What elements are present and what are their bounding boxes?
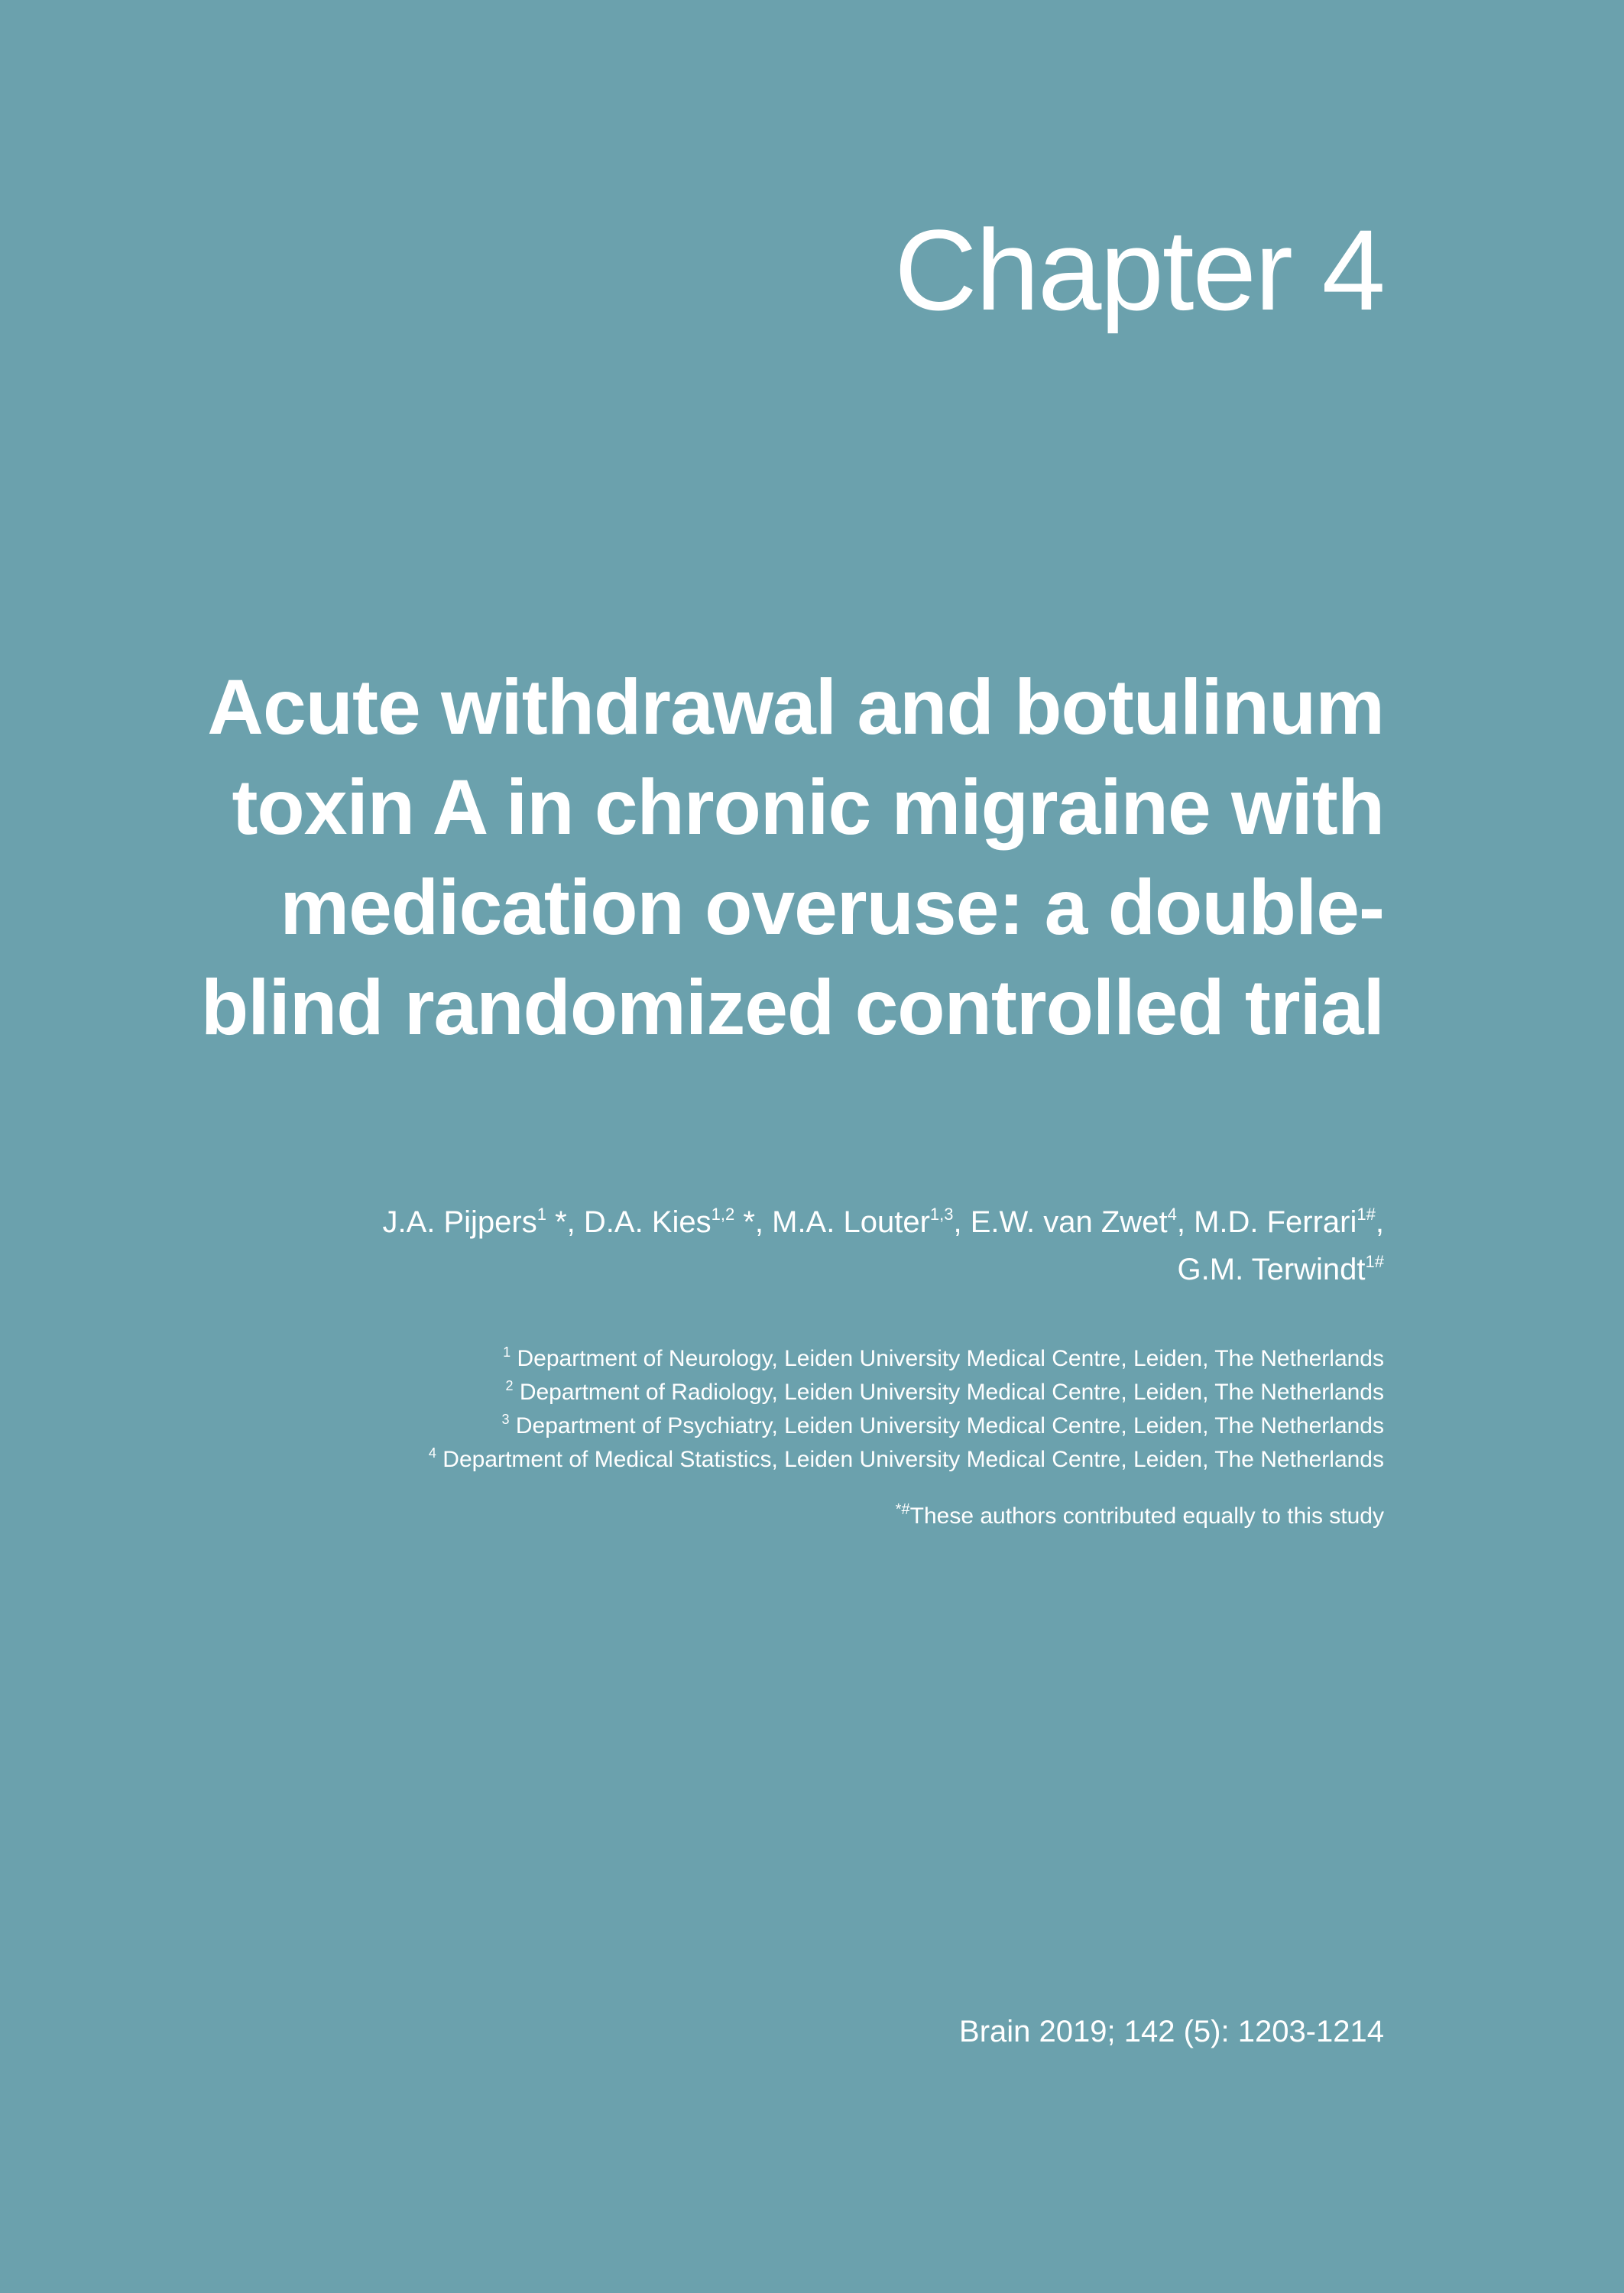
author-name: M.D. Ferrari xyxy=(1194,1205,1357,1239)
affiliation-item xyxy=(85,1443,1384,1477)
author-affiliation-mark: 1,2 xyxy=(711,1205,735,1224)
affiliation-number: 2 xyxy=(505,1378,514,1393)
author-affiliation-mark: 1 xyxy=(536,1205,546,1224)
author-affiliation-mark: 1# xyxy=(1365,1252,1384,1271)
author-name: M.A. Louter xyxy=(772,1205,930,1239)
affiliation-text: Department of Radiology, Leiden University Medical Centre, Leiden, The Netherlands xyxy=(519,1380,1384,1405)
article-title-line: medication overuse: a double- xyxy=(280,864,1384,951)
author-name: J.A. Pijpers xyxy=(382,1205,537,1239)
author-line xyxy=(85,1246,1384,1293)
author-separator: , xyxy=(953,1205,971,1239)
article-title-line: blind randomized controlled trial xyxy=(200,964,1384,1051)
author-separator: *, xyxy=(546,1205,584,1239)
author-separator: , xyxy=(1176,1205,1194,1239)
affiliation-item xyxy=(85,1376,1384,1409)
affiliation-text: Department of Medical Statistics, Leiden University Medical Centre, Leiden, The Netherlands xyxy=(442,1447,1384,1472)
author-name: G.M. Terwindt xyxy=(1177,1253,1366,1286)
author-affiliation-mark: 4 xyxy=(1167,1205,1177,1224)
affiliation-item xyxy=(85,1342,1384,1376)
article-title xyxy=(192,657,1384,1058)
author-name: D.A. Kies xyxy=(583,1205,712,1239)
author-name: E.W. van Zwet xyxy=(970,1205,1168,1239)
author-separator: *, xyxy=(734,1205,773,1239)
affiliation-number: 3 xyxy=(501,1412,510,1427)
affiliation-number: 1 xyxy=(503,1344,511,1360)
author-list xyxy=(85,1198,1384,1293)
author-line xyxy=(85,1198,1384,1246)
journal-citation: Brain 2019; 142 (5): 1203-1214 xyxy=(959,2015,1384,2048)
equal-contribution-marks: *# xyxy=(895,1501,910,1518)
equal-contribution-note xyxy=(85,1500,1384,1533)
affiliation-number: 4 xyxy=(428,1445,436,1461)
article-title-line: toxin A in chronic migraine with xyxy=(232,764,1384,851)
equal-contribution-text: These authors contributed equally to this study xyxy=(909,1503,1384,1529)
author-separator: , xyxy=(1375,1205,1384,1239)
author-affiliation-mark: 1# xyxy=(1357,1205,1376,1224)
affiliation-item xyxy=(85,1409,1384,1443)
author-affiliation-mark: 1,3 xyxy=(929,1205,954,1224)
affiliation-list xyxy=(85,1342,1384,1477)
affiliation-text: Department of Psychiatry, Leiden University Medical Centre, Leiden, The Netherlands xyxy=(515,1413,1384,1438)
article-title-line: Acute withdrawal and botulinum xyxy=(207,663,1384,751)
chapter-heading: Chapter 4 xyxy=(894,206,1384,334)
affiliation-text: Department of Neurology, Leiden University Medical Centre, Leiden, The Netherlands xyxy=(517,1346,1384,1371)
